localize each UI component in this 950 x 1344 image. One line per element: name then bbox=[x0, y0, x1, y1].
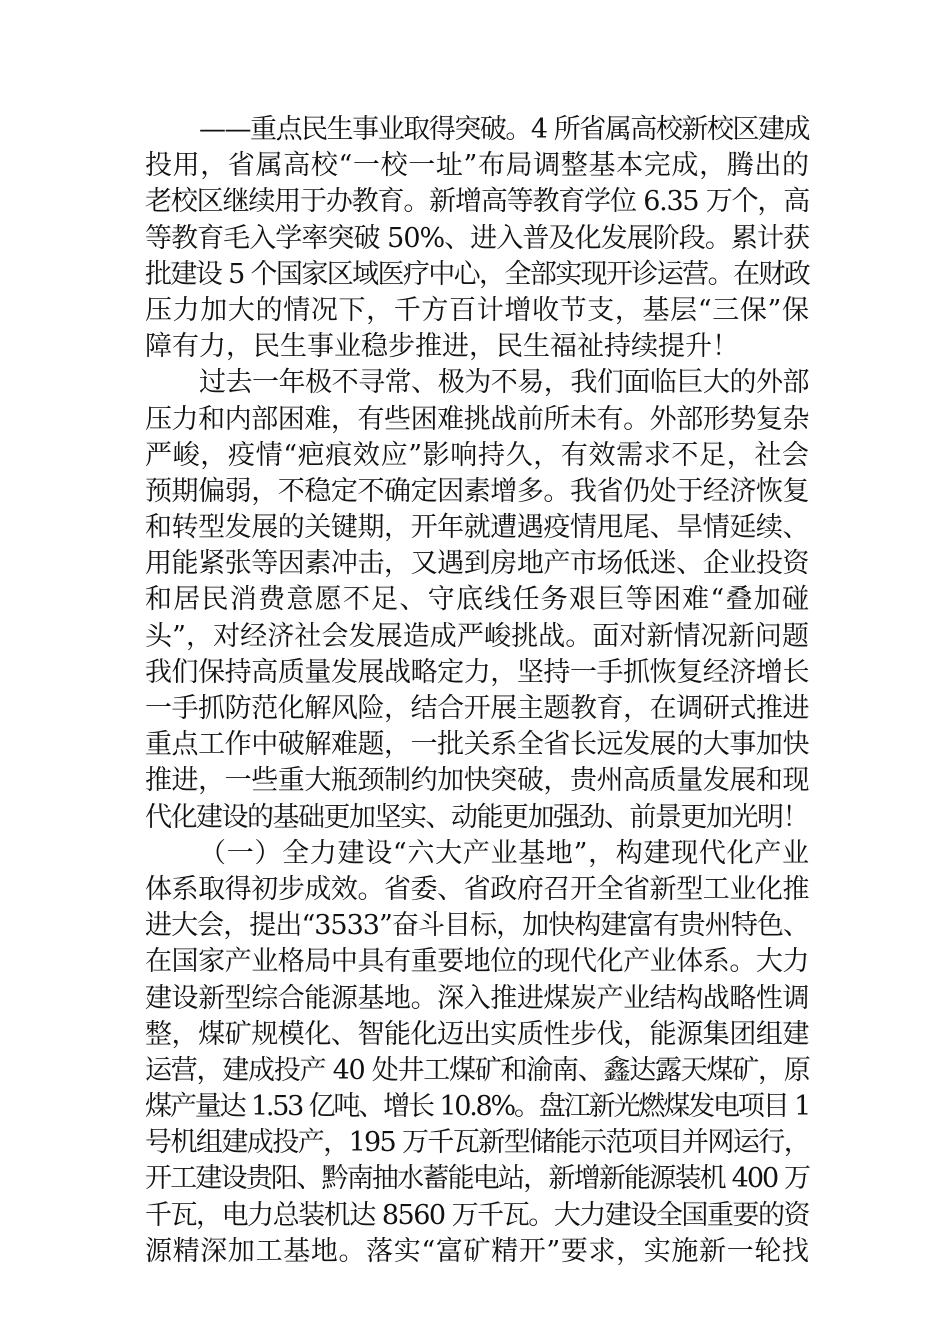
text-line: 障有力，民生事业稳步推进，民生福祉持续提升！ bbox=[145, 331, 739, 363]
text-line: 号机组建成投产，195 万千瓦新型储能示范项目并网运行， bbox=[145, 1127, 809, 1159]
text-line: 运营，建成投产 40 处井工煤矿和渝南、鑫达露天煤矿，原 bbox=[145, 1054, 810, 1086]
text-line: 煤产量达 1.53 亿吨、增长 10.8%。盘江新光燃煤发电项目 1 bbox=[145, 1091, 809, 1123]
text-line: 头”，对经济社会发展造成严峻挑战。面对新情况新问题 bbox=[145, 620, 809, 652]
body-text bbox=[145, 112, 809, 1270]
text-line: 用能紧张等因素冲击，又遇到房地产市场低迷、企业投资 bbox=[145, 548, 809, 580]
text-line: 和居民消费意愿不足、守底线任务艰巨等困难“叠加碰 bbox=[145, 584, 809, 616]
text-line: 压力加大的情况下，千方百计增收节支，基层“三保”保 bbox=[145, 294, 809, 326]
text-line: 开工建设贵阳、黔南抽水蓄能电站，新增新能源装机 400 万 bbox=[145, 1163, 809, 1195]
text-line: 重点工作中破解难题，一批关系全省长远发展的大事加快 bbox=[145, 729, 809, 761]
text-line: （一）全力建设“六大产业基地”，构建现代化产业 bbox=[199, 837, 809, 869]
text-line: 进大会，提出“3533”奋斗目标，加快构建富有贵州特色、 bbox=[145, 910, 809, 942]
text-line: 源精深加工基地。落实“富矿精开”要求，实施新一轮找 bbox=[145, 1235, 809, 1267]
text-line: 投用，省属高校“一校一址”布局调整基本完成，腾出的 bbox=[145, 150, 809, 182]
text-line: 老校区继续用于办教育。新增高等教育学位 6.35 万个，高 bbox=[145, 186, 809, 218]
text-line: 代化建设的基础更加坚实、动能更加强劲、前景更加光明！ bbox=[145, 801, 808, 833]
text-line: 一手抓防范化解风险，结合开展主题教育，在调研式推进 bbox=[145, 693, 809, 724]
text-line: 推进，一些重大瓶颈制约加快突破，贵州高质量发展和现 bbox=[145, 765, 809, 797]
text-line: 和转型发展的关键期，开年就遭遇疫情甩尾、旱情延续、 bbox=[145, 512, 809, 544]
text-line: 预期偏弱，不稳定不确定因素增多。我省仍处于经济恢复 bbox=[145, 475, 809, 507]
text-line: 体系取得初步成效。省委、省政府召开全省新型工业化推 bbox=[145, 873, 809, 905]
text-line: 批建设 5 个国家区域医疗中心，全部实现开诊运营。在财政 bbox=[145, 258, 809, 290]
text-line: ——重点民生事业取得突破。4 所省属高校新校区建成 bbox=[199, 114, 809, 145]
text-line: 整，煤矿规模化、智能化迈出实质性步伐，能源集团组建 bbox=[145, 1018, 809, 1050]
text-line: 建设新型综合能源基地。深入推进煤炭产业结构战略性调 bbox=[145, 982, 809, 1014]
text-line: 压力和内部困难，有些困难挑战前所未有。外部形势复杂 bbox=[145, 403, 809, 435]
text-line: 在国家产业格局中具有重要地位的现代化产业体系。大力 bbox=[145, 946, 809, 978]
text-line: 过去一年极不寻常、极为不易，我们面临巨大的外部 bbox=[199, 367, 809, 399]
text-line: 千瓦，电力总装机达 8560 万千瓦。大力建设全国重要的资 bbox=[145, 1199, 809, 1231]
text-line: 严峻，疫情“疤痕效应”影响持久，有效需求不足，社会 bbox=[145, 439, 809, 471]
text-line: 等教育毛入学率突破 50%、进入普及化发展阶段。累计获 bbox=[145, 222, 809, 254]
text-line: 我们保持高质量发展战略定力，坚持一手抓恢复经济增长 bbox=[145, 656, 809, 688]
